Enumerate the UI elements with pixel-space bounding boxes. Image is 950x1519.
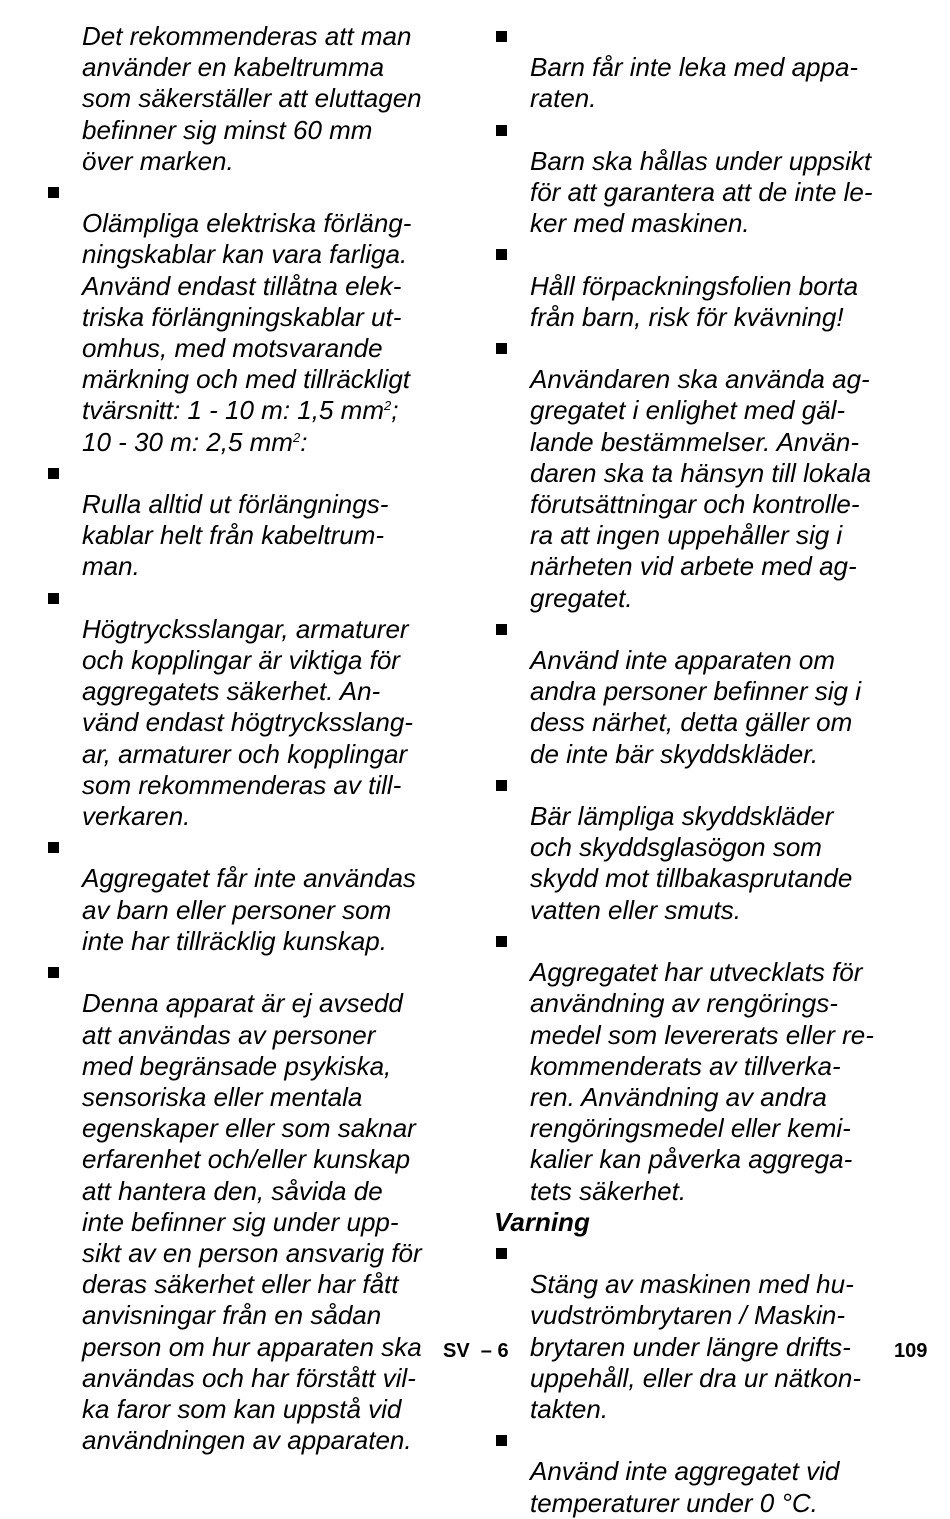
square-bullet-icon [496, 31, 507, 42]
square-bullet-icon [48, 842, 59, 853]
list-item-text: Denna apparat är ej avsedd att användas av personer med begränsade psykiska, sensoriska eller mentala egenskaper eller som saknar erfarenhet och/eller kunskap att hantera den, såvida de inte befinner sig under upp- sikt av en person ansvarig för deras säkerhet eller har fått anvisningar från en sådan person om hur apparaten ska användas och har förstått vil- ka faror som kan uppstå vid användningen av apparaten. [82, 988, 422, 1456]
warning-heading: Varning [494, 1206, 590, 1237]
square-bullet-icon [496, 1248, 507, 1259]
list-item-text: Aggregatet har utvecklats för användning av rengörings- medel som levererats eller re- kommenderats av tillverka- ren. Användning av andra rengöringsmedel eller kemi- kalier kan påverka aggrega- tets säkerhet. [530, 957, 874, 1206]
list-item-text: Barn ska hållas under uppsikt för att garantera att de inte le- ker med maskinen. [530, 145, 873, 239]
square-bullet-icon [48, 593, 59, 604]
list-item-text: Rulla alltid ut förlängnings- kablar helt från kabeltrum- man. [82, 489, 389, 582]
square-bullet-icon [496, 125, 507, 136]
square-bullet-icon [496, 1435, 507, 1446]
list-item-text: Använd inte apparaten om andra personer befinner sig i dess närhet, detta gäller om de inte bär skyddskläder. [530, 645, 861, 769]
list-item-text-cont: ; 10 - 30 m: 2,5 mm [82, 395, 399, 457]
list-item [494, 115, 934, 240]
square-bullet-icon [496, 249, 507, 260]
square-bullet-icon [496, 343, 507, 354]
list-item [46, 583, 466, 833]
warning-list-item [494, 1238, 934, 1425]
list-item-text: Barn får inte leka med appa- raten. [530, 52, 859, 114]
list-item-text: Aggregatet får inte användas av barn eller personer som inte har tillräcklig kunskap. [82, 863, 416, 956]
list-item-text-end: : [300, 426, 308, 457]
left-column [46, 21, 466, 1456]
list-item-text: Olämpliga elektriska förläng- ningskablar kan vara farliga. Använd endast tillåtna elek- triska förlängningskablar ut- omhus, med motsvarande märkning och med tillräckligt tvärsnitt: 1 - 10 m: 1,5 mm [82, 208, 412, 426]
square-bullet-icon [48, 187, 59, 198]
list-item-text: Håll förpackningsfolien borta från barn, risk för kvävning! [530, 270, 859, 332]
list-item [46, 832, 466, 957]
square-bullet-icon [496, 780, 507, 791]
intro-paragraph: Det rekommenderas att man använder en kabeltrumma som säkerställer att eluttagen befinner sig minst 60 mm över marken. [82, 21, 422, 176]
warning-list-item [494, 1425, 934, 1519]
list-item-extension-cables [46, 177, 466, 458]
square-bullet-icon [496, 624, 507, 635]
list-item [494, 239, 934, 333]
list-item [494, 926, 934, 1207]
footer-section-label: SV – 6 [443, 1340, 509, 1362]
page-number: 109 [894, 1340, 928, 1362]
superscript: 2 [292, 429, 301, 445]
right-column [494, 21, 934, 1519]
list-item-text: Användaren ska använda ag- gregatet i enlighet med gäl- lande bestämmelser. Använ- daren ska ta hänsyn till lokala förutsättningar och kontrolle- ra att ingen uppehåller sig i närheten vid arbete med ag- gregatet. [530, 364, 872, 613]
list-item-text: Stäng av maskinen med hu- vudströmbrytaren / Maskin- brytaren under längre drifts- uppehåll, eller dra ur nätkon- takten. [530, 1269, 861, 1424]
list-item [494, 614, 934, 770]
list-item-text: Högtrycksslangar, armaturer och kopplingar är viktiga för aggregatets säkerhet. An- vänd endast högtrycksslang- ar, armaturer och kopplingar som rekommenderas av till- verkaren. [82, 613, 413, 832]
square-bullet-icon [496, 936, 507, 947]
square-bullet-icon [48, 967, 59, 978]
list-item-text: Bär lämpliga skyddskläder och skyddsglasögon som skydd mot tillbakasprutande vatten eller smuts. [530, 801, 853, 925]
list-item-text: Använd inte aggregatet vid temperaturer under 0 °C. [530, 1456, 840, 1518]
list-item [494, 770, 934, 926]
list-item [46, 458, 466, 583]
list-item [494, 333, 934, 614]
list-item [494, 21, 934, 115]
superscript: 2 [383, 398, 392, 414]
square-bullet-icon [48, 468, 59, 479]
list-item [46, 957, 466, 1456]
